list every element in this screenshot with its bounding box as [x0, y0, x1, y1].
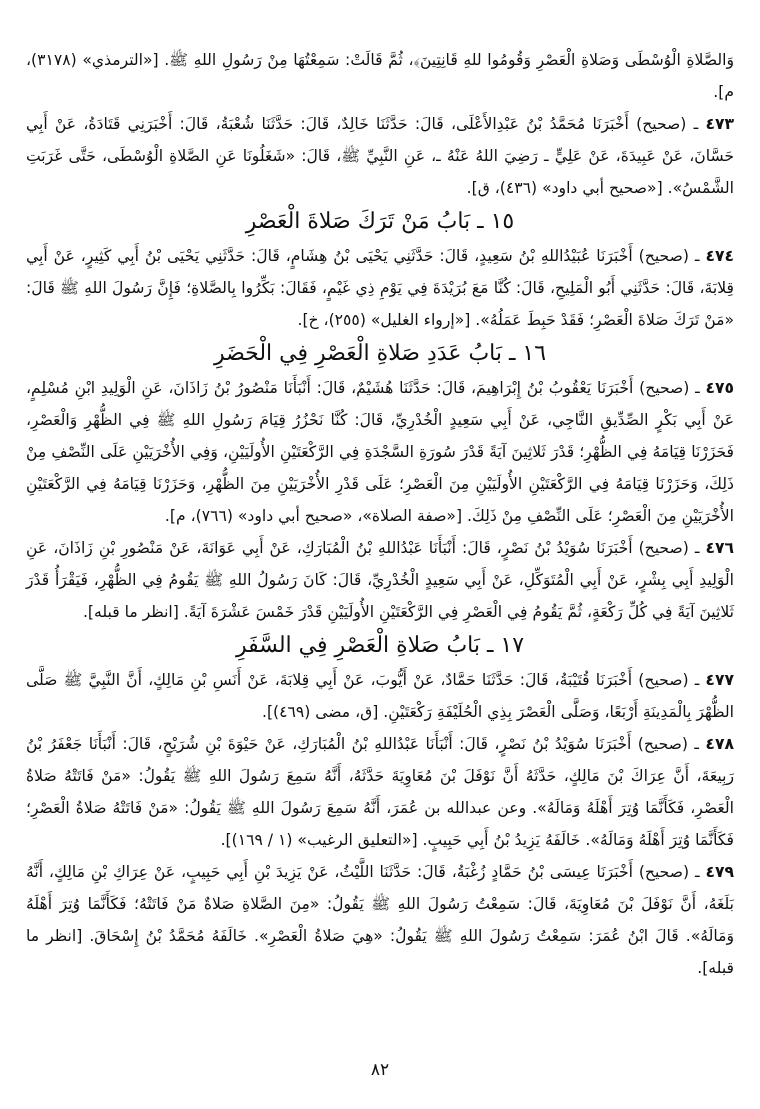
continuation-text: وَالصَّلاةِ الْوُسْطَى وَصَلاةِ الْعَصْرِ وَقُومُوا للهِ قَانِتِينَ﴾، ثُمَّ قَالَتْ: سَمِعْتُهَا مِنْ رَسُولِ اللهِ ﷺ. [«الترمذي» (٣١٧٨)، م].	[26, 51, 734, 101]
hadith-grade: (صحيح)	[638, 671, 689, 689]
hadith-number: ٤٧٧	[705, 671, 734, 689]
hadith-478: ٤٧٨ ـ (صحيح) أَخْبَرَنَا سُوَيْدُ بْنُ نَصْرٍ، قَالَ: أَنْبَأَنَا عَبْدُاللهِ بْنُ الْمُبَارَكِ، عَنْ حَيْوَةَ بْنِ شُرَيْحٍ، قَالَ: أَنْبَأَنَا جَعْفَرُ بْنُ رَبِيعَةَ، أَنَّ عِرَاكَ بْنَ مَالِكٍ، حَدَّثَهُ أَنَّ نَوْفَلَ بْنَ مُعَاوِيَةَ حَدَّثَهُ، أَنَّهُ سَمِعَ رَسُولَ اللهِ ﷺ يَقُولُ: «مَنْ فَاتَتْهُ صَلاةُ الْعَصْرِ، فَكَأَنَّمَا وُتِرَ أَهْلَهُ وَمَالَهُ». وعن عبدالله بن عُمَرَ، أَنَّهُ سَمِعَ رَسُولَ اللهِ ﷺ يَقُولُ: «مَنْ فَاتَتْهُ صَلاةُ الْعَصْرِ؛ فَكَأَنَّمَا وُتِرَ أَهْلَهُ وَمَالَهُ». خَالَفَهُ يَزِيدُ بْنُ أَبِي حَبِيبٍ. [«التعليق الرغيب» (١ / ١٦٩)].	[26, 735, 734, 849]
hadith-475: ٤٧٥ ـ (صحيح) أَخْبَرَنَا يَعْقُوبُ بْنُ إِبْرَاهِيمَ، قَالَ: حَدَّثَنَا هُشَيْمٌ، قَالَ: أَنْبَأَنَا مَنْصُورُ بْنُ زَاذَانَ، عَنِ الْوَلِيدِ ابْنِ مُسْلِمٍ، عَنْ أَبِي بَكْرٍ الصِّدِّيقِ النَّاجِي، عَنْ أَبِي سَعِيدٍ الْخُدْرِيِّ، قَالَ: كُنَّا نَحْزُرُ قِيَامَ رَسُولِ اللهِ ﷺ فِي الظُّهْرِ وَالْعَصْرِ، فَحَزَرْنَا قِيَامَهُ فِي الظُّهْرِ؛ قَدْرَ ثَلاثِينَ آيَةً قَدْرَ سُورَةِ السَّجْدَةِ فِي الرَّكْعَتَيْنِ الأُولَيَيْنِ، وَفِي الأُخْرَيَيْنِ عَلَى النِّصْفِ مِنْ ذَلِكَ، وَحَزَرْنَا قِيَامَهُ فِي الرَّكْعَتَيْنِ الأُولَيَيْنِ مِنَ الْعَصْرِ؛ عَلَى قَدْرِ الأُخْرَيَيْنِ مِنَ الظُّهْرِ، وَحَزَرْنَا قِيَامَهُ فِي الرَّكْعَتَيْنِ الأُخْرَيَيْنِ مِنَ الْعَصْرِ؛ عَلَى النِّصْفِ مِنْ ذَلِكَ. [«صفة الصلاة»، «صحيح أبي داود» (٧٦٦)، م].	[26, 379, 734, 525]
hadith-text: أَخْبَرَنَا يَعْقُوبُ بْنُ إِبْرَاهِيمَ، قَالَ: حَدَّثَنَا هُشَيْمٌ، قَالَ: أَنْبَأَنَا مَنْصُورُ بْنُ زَاذَانَ، عَنِ الْوَلِيدِ ابْنِ مُسْلِمٍ، عَنْ أَبِي بَكْرٍ الصِّدِّيقِ النَّاجِي، عَنْ أَبِي سَعِيدٍ الْخُدْرِيِّ، قَالَ: كُنَّا نَحْزُرُ قِيَامَ رَسُولِ اللهِ ﷺ فِي الظُّهْرِ وَالْعَصْرِ، فَحَزَرْنَا قِيَامَهُ فِي الظُّهْرِ؛ قَدْرَ ثَلاثِينَ آيَةً قَدْرَ سُورَةِ السَّجْدَةِ فِي الرَّكْعَتَيْنِ الأُولَيَيْنِ، وَفِي الأُخْرَيَيْنِ عَلَى النِّصْفِ مِنْ ذَلِكَ، وَحَزَرْنَا قِيَامَهُ فِي الرَّكْعَتَيْنِ الأُولَيَيْنِ مِنَ الْعَصْرِ؛ عَلَى قَدْرِ الأُخْرَيَيْنِ مِنَ الظُّهْرِ، وَحَزَرْنَا قِيَامَهُ فِي الرَّكْعَتَيْنِ الأُخْرَيَيْنِ مِنَ الْعَصْرِ؛ عَلَى النِّصْفِ مِنْ ذَلِكَ. [«صفة الصلاة»، «صحيح أبي داود» (٧٦٦)، م].	[26, 379, 734, 525]
hadith-479: ٤٧٩ ـ (صحيح) أَخْبَرَنَا عِيسَى بْنُ حَمَّادٍ زُغْبَةُ، قَالَ: حَدَّثَنَا اللَّيْثُ، عَنْ يَزِيدَ بْنِ أَبِي حَبِيبٍ، عَنْ عِرَاكِ بْنِ مَالِكٍ، أَنَّهُ بَلَغَهُ، أَنَّ نَوْفَلَ بْنَ مُعَاوِيَةَ، قَالَ: سَمِعْتُ رَسُولَ اللهِ ﷺ يَقُولُ: «مِنَ الصَّلاةِ صَلاةٌ مَنْ فَاتَتْهُ؛ فَكَأَنَّمَا وُتِرَ أَهْلَهُ وَمَالَهُ». قَالَ ابْنُ عُمَرَ: سَمِعْتُ رَسُولَ اللهِ ﷺ يَقُولُ: «هِيَ صَلاةُ الْعَصْرِ». خَالَفَهُ مُحَمَّدُ بْنُ إِسْحَاقَ. [انظر ما قبله].	[26, 863, 734, 977]
hadith-474: ٤٧٤ ـ (صحيح) أَخْبَرَنَا عُبَيْدُاللهِ بْنُ سَعِيدٍ، قَالَ: حَدَّثَنِي يَحْيَى بْنُ هِشَامٍ، قَالَ: حَدَّثَنِي يَحْيَى بْنُ أَبِي كَثِيرٍ، عَنْ أَبِي قِلابَةَ، قَالَ: حَدَّثَنِي أَبُو الْمَلِيحِ، قَالَ: كُنَّا مَعَ بُرَيْدَةَ فِي يَوْمِ ذِي غَيْمٍ، فَقَالَ: بَكِّرُوا بِالصَّلاةِ؛ فَإِنَّ رَسُولَ اللهِ ﷺ قَالَ: «مَنْ تَرَكَ صَلاةَ الْعَصْرِ؛ فَقَدْ حَبِطَ عَمَلُهُ». [«إرواء الغليل» (٢٥٥)، خ].	[26, 247, 734, 329]
hadith-grade: (صحيح)	[638, 247, 689, 265]
hadith-number: ٤٧٥	[705, 379, 734, 397]
hadith-number: ٤٧٨	[705, 735, 734, 753]
chapter-heading-15: ١٥ ـ بَابُ مَنْ تَرَكَ صَلاةَ الْعَصْرِ	[245, 209, 515, 234]
hadith-grade: (صحيح)	[636, 115, 687, 133]
hadith-grade: (صحيح)	[639, 379, 690, 397]
hadith-text: أَخْبَرَنَا عِيسَى بْنُ حَمَّادٍ زُغْبَةُ، قَالَ: حَدَّثَنَا اللَّيْثُ، عَنْ يَزِيدَ بْنِ أَبِي حَبِيبٍ، عَنْ عِرَاكِ بْنِ مَالِكٍ، أَنَّهُ بَلَغَهُ، أَنَّ نَوْفَلَ بْنَ مُعَاوِيَةَ، قَالَ: سَمِعْتُ رَسُولَ اللهِ ﷺ يَقُولُ: «مِنَ الصَّلاةِ صَلاةٌ مَنْ فَاتَتْهُ؛ فَكَأَنَّمَا وُتِرَ أَهْلَهُ وَمَالَهُ». قَالَ ابْنُ عُمَرَ: سَمِعْتُ رَسُولَ اللهِ ﷺ يَقُولُ: «هِيَ صَلاةُ الْعَصْرِ». خَالَفَهُ مُحَمَّدُ بْنُ إِسْحَاقَ. [انظر ما قبله].	[26, 863, 734, 977]
hadith-text: أَخْبَرَنَا سُوَيْدُ بْنُ نَصْرٍ، قَالَ: أَنْبَأَنَا عَبْدُاللهِ بْنُ الْمُبَارَكِ، عَنْ أَبِي عَوَانَةَ، عَنْ مَنْصُورِ بْنِ زَاذَانَ، عَنِ الْوَلِيدِ أَبِي بِشْرٍ، عَنْ أَبِي الْمُتَوَكِّلِ، عَنْ أَبِي سَعِيدٍ الْخُدْرِيِّ، قَالَ: كَانَ رَسُولُ اللهِ ﷺ يَقُومُ فِي الظُّهْرِ، فَيَقْرَأُ قَدْرَ ثَلاثِينَ آيَةً فِي كُلِّ رَكْعَةٍ، ثُمَّ يَقُومُ فِي الْعَصْرِ فِي الرَّكْعَتَيْنِ الأُولَيَيْنِ قَدْرَ خَمْسَ عَشْرَةَ آيَةً. [انظر ما قبله].	[26, 539, 734, 621]
hadith-text: أَخْبَرَنَا مُحَمَّدُ بْنُ عَبْدِالأَعْلَى، قَالَ: حَدَّثَنَا خَالِدٌ، قَالَ: حَدَّثَنَا شُعْبَةُ، قَالَ: أَخْبَرَنِي قَتَادَةُ، عَنْ أَبِي حَسَّانَ، عَنْ عَبِيدَةَ، عَنْ عَلِيٍّ ـ رَضِيَ اللهُ عَنْهُ ـ، عَنِ النَّبِيِّ ﷺ، قَالَ: «شَغَلُونَا عَنِ الصَّلاةِ الْوُسْطَى، حَتَّى غَرَبَتِ الشَّمْسُ». [«صحيح أبي داود» (٤٣٦)، ق].	[26, 115, 734, 197]
hadith-number: ٤٧٣	[705, 115, 734, 133]
hadith-number: ٤٧٦	[705, 539, 734, 557]
hadith-476: ٤٧٦ ـ (صحيح) أَخْبَرَنَا سُوَيْدُ بْنُ نَصْرٍ، قَالَ: أَنْبَأَنَا عَبْدُاللهِ بْنُ الْمُبَارَكِ، عَنْ أَبِي عَوَانَةَ، عَنْ مَنْصُورِ بْنِ زَاذَانَ، عَنِ الْوَلِيدِ أَبِي بِشْرٍ، عَنْ أَبِي الْمُتَوَكِّلِ، عَنْ أَبِي سَعِيدٍ الْخُدْرِيِّ، قَالَ: كَانَ رَسُولُ اللهِ ﷺ يَقُومُ فِي الظُّهْرِ، فَيَقْرَأُ قَدْرَ ثَلاثِينَ آيَةً فِي كُلِّ رَكْعَةٍ، ثُمَّ يَقُومُ فِي الْعَصْرِ فِي الرَّكْعَتَيْنِ الأُولَيَيْنِ قَدْرَ خَمْسَ عَشْرَةَ آيَةً. [انظر ما قبله].	[26, 539, 734, 621]
hadith-number: ٤٧٤	[705, 247, 734, 265]
hadith-477: ٤٧٧ ـ (صحيح) أَخْبَرَنَا قُتَيْبَةُ، قَالَ: حَدَّثَنَا حَمَّادٌ، عَنْ أَيُّوبَ، عَنْ أَبِي قِلابَةَ، عَنْ أَنَسِ بْنِ مَالِكٍ، أَنَّ النَّبِيَّ ﷺ صَلَّى الظُّهْرَ بِالْمَدِينَةِ أَرْبَعًا، وَصَلَّى الْعَصْرَ بِذِي الْحُلَيْفَةِ رَكْعَتَيْنِ. [ق، مضى (٤٦٩)].	[26, 671, 734, 721]
hadith-text: أَخْبَرَنَا عُبَيْدُاللهِ بْنُ سَعِيدٍ، قَالَ: حَدَّثَنِي يَحْيَى بْنُ هِشَامٍ، قَالَ: حَدَّثَنِي يَحْيَى بْنُ أَبِي كَثِيرٍ، عَنْ أَبِي قِلابَةَ، قَالَ: حَدَّثَنِي أَبُو الْمَلِيحِ، قَالَ: كُنَّا مَعَ بُرَيْدَةَ فِي يَوْمِ ذِي غَيْمٍ، فَقَالَ: بَكِّرُوا بِالصَّلاةِ؛ فَإِنَّ رَسُولَ اللهِ ﷺ قَالَ: «مَنْ تَرَكَ صَلاةَ الْعَصْرِ؛ فَقَدْ حَبِطَ عَمَلُهُ». [«إرواء الغليل» (٢٥٥)، خ].	[26, 247, 734, 329]
chapter-heading-16: ١٦ ـ بَابُ عَدَدِ صَلاةِ الْعَصْرِ فِي الْحَضَرِ	[213, 341, 547, 366]
hadith-grade: (صحيح)	[637, 735, 689, 753]
page-number: ٨٢	[370, 1060, 390, 1080]
document-page	[26, 44, 734, 1094]
chapter-heading-17: ١٧ ـ بَابُ صَلاةِ الْعَصْرِ فِي السَّفَرِ	[235, 633, 525, 658]
hadith-grade: (صحيح)	[638, 863, 690, 881]
hadith-grade: (صحيح)	[638, 539, 689, 557]
hadith-473: ٤٧٣ ـ (صحيح) أَخْبَرَنَا مُحَمَّدُ بْنُ عَبْدِالأَعْلَى، قَالَ: حَدَّثَنَا خَالِدٌ، قَالَ: حَدَّثَنَا شُعْبَةُ، قَالَ: أَخْبَرَنِي قَتَادَةُ، عَنْ أَبِي حَسَّانَ، عَنْ عَبِيدَةَ، عَنْ عَلِيٍّ ـ رَضِيَ اللهُ عَنْهُ ـ، عَنِ النَّبِيِّ ﷺ، قَالَ: «شَغَلُونَا عَنِ الصَّلاةِ الْوُسْطَى، حَتَّى غَرَبَتِ الشَّمْسُ». [«صحيح أبي داود» (٤٣٦)، ق].	[26, 115, 734, 197]
hadith-text: أَخْبَرَنَا قُتَيْبَةُ، قَالَ: حَدَّثَنَا حَمَّادٌ، عَنْ أَيُّوبَ، عَنْ أَبِي قِلابَةَ، عَنْ أَنَسِ بْنِ مَالِكٍ، أَنَّ النَّبِيَّ ﷺ صَلَّى الظُّهْرَ بِالْمَدِينَةِ أَرْبَعًا، وَصَلَّى الْعَصْرَ بِذِي الْحُلَيْفَةِ رَكْعَتَيْنِ. [ق، مضى (٤٦٩)].	[26, 671, 734, 721]
hadith-text: أَخْبَرَنَا سُوَيْدُ بْنُ نَصْرٍ، قَالَ: أَنْبَأَنَا عَبْدُاللهِ بْنُ الْمُبَارَكِ، عَنْ حَيْوَةَ بْنِ شُرَيْحٍ، قَالَ: أَنْبَأَنَا جَعْفَرُ بْنُ رَبِيعَةَ، أَنَّ عِرَاكَ بْنَ مَالِكٍ، حَدَّثَهُ أَنَّ نَوْفَلَ بْنَ مُعَاوِيَةَ حَدَّثَهُ، أَنَّهُ سَمِعَ رَسُولَ اللهِ ﷺ يَقُولُ: «مَنْ فَاتَتْهُ صَلاةُ الْعَصْرِ، فَكَأَنَّمَا وُتِرَ أَهْلَهُ وَمَالَهُ». وعن عبدالله بن عُمَرَ، أَنَّهُ سَمِعَ رَسُولَ اللهِ ﷺ يَقُولُ: «مَنْ فَاتَتْهُ صَلاةُ الْعَصْرِ؛ فَكَأَنَّمَا وُتِرَ أَهْلَهُ وَمَالَهُ». خَالَفَهُ يَزِيدُ بْنُ أَبِي حَبِيبٍ. [«التعليق الرغيب» (١ / ١٦٩)].	[26, 735, 734, 849]
hadith-number: ٤٧٩	[705, 863, 734, 881]
